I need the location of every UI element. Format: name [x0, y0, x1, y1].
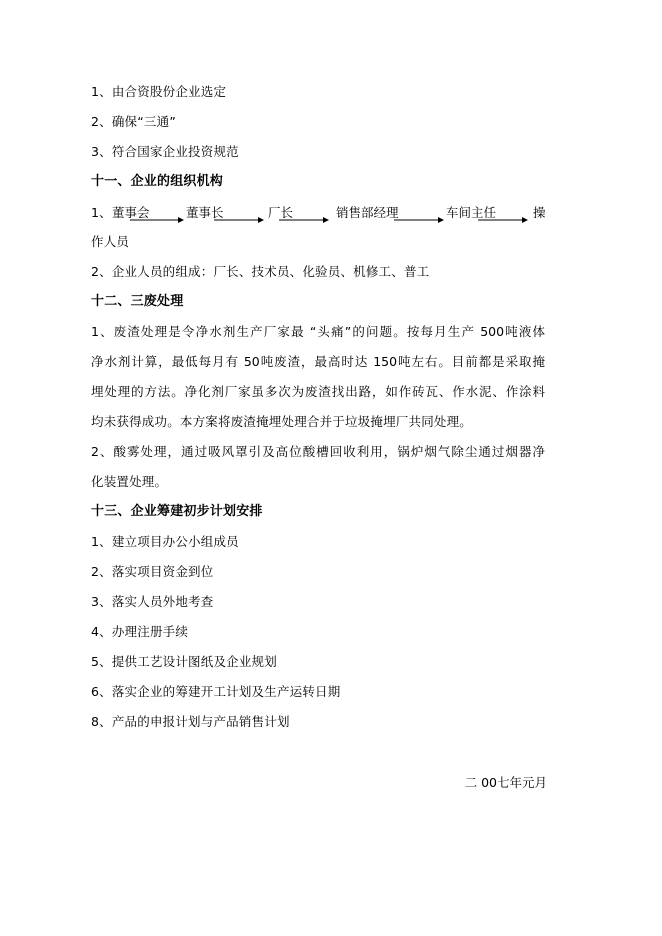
document-date: 二 00七年元月 [464, 775, 547, 790]
list-item: 3、落实人员外地考查 [91, 594, 214, 609]
list-item: 3、符合国家企业投资规范 [91, 144, 239, 159]
org-node-factory-director: 厂长 [268, 205, 294, 220]
paragraph-line: 2、酸雾处理，通过吸风罩引及高位酸槽回收利用，锅炉烟气除尘通过烟器净 [91, 444, 545, 459]
org-node-sales-manager: 销售部经理 [336, 205, 399, 220]
list-item: 6、落实企业的筹建开工计划及生产运转日期 [91, 684, 341, 699]
list-item: 2、确保“三通” [91, 114, 177, 129]
org-prefix: 1、 [91, 205, 112, 220]
paragraph-line: 均未获得成功。本方案将废渣掩埋处理合并于垃圾掩埋厂共同处理。 [91, 414, 473, 429]
org-node-chairman: 董事长 [186, 205, 224, 220]
arrow-right-icon [392, 214, 444, 224]
list-item: 5、提供工艺设计图纸及企业规划 [91, 654, 277, 669]
list-item: 4、办理注册手续 [91, 624, 189, 639]
paragraph-line: 化装置处理。 [91, 474, 168, 489]
staff-composition: 2、企业人员的组成：厂长、技术员、化验员、机修工、普工 [91, 264, 430, 279]
org-node-workshop-director: 车间主任 [446, 205, 497, 220]
org-node-operator: 操 [533, 205, 546, 220]
list-item: 2、落实项目资金到位 [91, 564, 214, 579]
org-node-board: 董事会 [112, 205, 150, 220]
list-item: 1、建立项目办公小组成员 [91, 534, 239, 549]
org-continuation: 作人员 [91, 234, 130, 249]
list-item: 1、由合资股份企业选定 [91, 84, 227, 99]
list-item: 8、产品的申报计划与产品销售计划 [91, 714, 290, 729]
arrow-right-icon [476, 214, 528, 224]
section-heading: 十二、三废处理 [91, 294, 184, 309]
arrow-right-icon [212, 214, 264, 224]
paragraph-line: 埋处理的方法。净化剂厂家虽多次为废渣找出路，如作砖瓦、作水泥、作涂料 [91, 384, 545, 399]
paragraph-line: 净水剂计算，最低每月有 50吨废渣，最高时达 150吨左右。目前都是采取掩 [91, 354, 545, 369]
section-heading: 十三、企业筹建初步计划安排 [91, 504, 263, 519]
arrow-right-icon [128, 214, 184, 224]
paragraph-line: 1、废渣处理是令净水剂生产厂家最 “头痛”的问题。按每月生产 500吨液体 [91, 324, 545, 339]
section-heading: 十一、企业的组织机构 [91, 174, 224, 189]
arrow-right-icon [277, 214, 329, 224]
